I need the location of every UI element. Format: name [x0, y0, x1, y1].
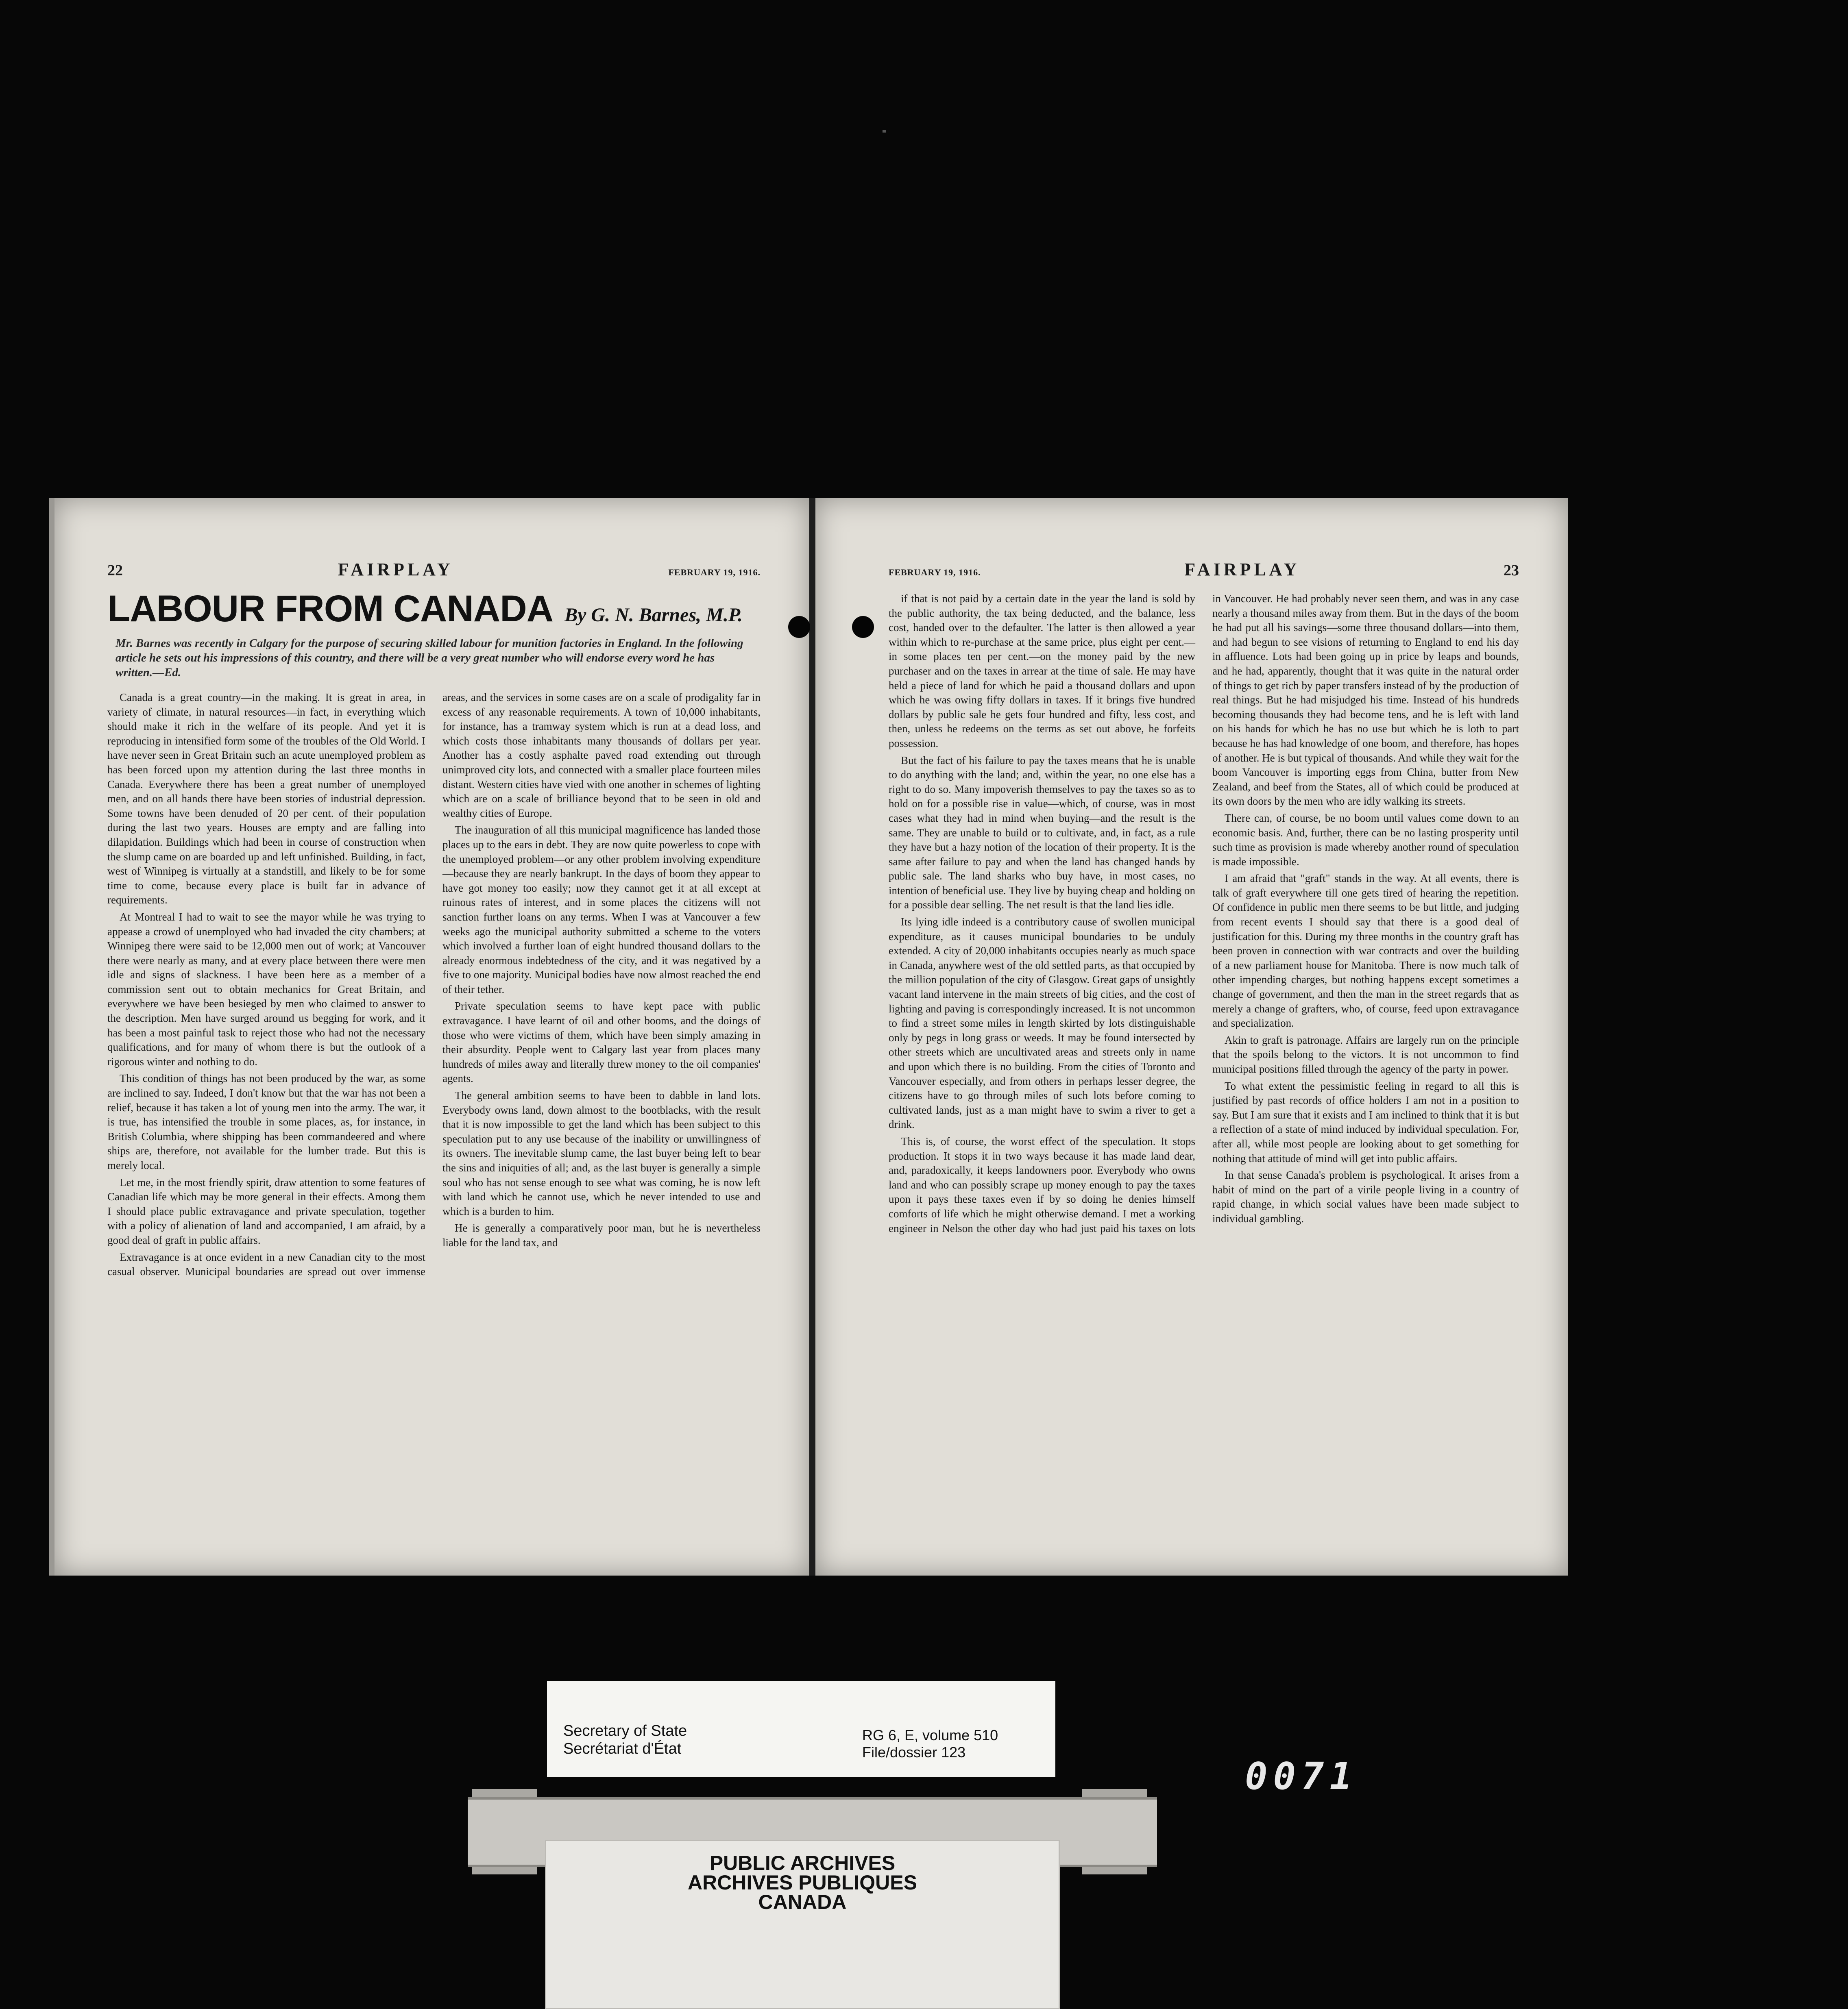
paragraph: But the fact of his failure to pay the taxes means that he is unable to do anything with the land; and, within the year, no one else has a right to do so. Many impoverish themselves to pay the taxes so as to hold on for a possible rise in value—which, of course, was in most cases what they had in mind when buying—and the result is the same. They are unable to build or to cultivate, and, in fact, as a rule they have but a hazy notion of the location of their property. It is the same after failure to pay and when the land has changed hands by public sale. The land sharks who buy have, in most cases, no intention of beneficial use. They live by buying cheap and holding on for a possible dear selling. The net result is that the land lies idle.: [889, 754, 1195, 911]
right-page: [815, 498, 1568, 1576]
paragraph: Akin to graft is patronage. Affairs are largely run on the principle that the spoils belong to the victors. It is not uncommon to find municipal positions filled through the agency of the party in power.: [1212, 1034, 1519, 1075]
right-body-columns: [889, 592, 1519, 1236]
punch-hole: [788, 616, 810, 638]
paragraph: Its lying idle indeed is a contributory cause of swollen municipal expenditure, as it causes municipal boundaries to be unduly extended. A city of 20,000 inhabitants occupies nearly as much space in Canada, anywhere west of the old settled parts, as that occupied by the million population of the city of Glasgow. Great gaps of unsightly vacant land intervene in the main streets of big cities, and the cost of lighting and paving is correspondingly increased. It is not uncommon to find a street some miles in length skirted by lots distinguishable only by pegs in long grass or weeds. It may be found intersected by other streets which are uncultivated areas and streets only in name and upon which there is no building. From the cities of Toronto and Vancouver especially, and from others in perhaps lesser degree, the citizens have to go through miles of such lots before coming to cultivated lands, just as a man might have to swim a river to get a drink.: [889, 916, 1195, 1131]
paragraph: I am afraid that "graft" stands in the way. At all events, there is talk of graft everywhere till one gets tired of hearing the repetition. Of confidence in public men there seems to be but little, and judging from recent events I should say that there is a good deal of justification for this. During my three months in the country graft has been proven in connection with war contracts and over the building of a new parliament house for Manitoba. There is now much talk of other impending charges, but nothing happens except sometimes a change of government, and then the man in the street regards that as merely a change of grafters, who, of course, feed upon extravagance and specialization.: [1212, 872, 1519, 1030]
paragraph: There can, of course, be no boom until values come down to an economic basis. And, further, there can be no lasting prosperity until such time as provision is made whereby another round of speculation is made impossible.: [1212, 812, 1519, 868]
magazine-spread: [49, 498, 1568, 1576]
editor-note: Mr. Barnes was recently in Calgary for the purpose of securing skilled labour for munition factories in England. In the following article he sets out his impressions of this country, and there will be a very great number who will endorse every word he has written.—Ed.: [116, 637, 743, 679]
stamp-line: CANADA: [758, 1891, 847, 1913]
department-label: [563, 1722, 687, 1758]
paragraph: Canada is a great country—in the making. It is great in area, in variety of climate, in natural resources—in fact, in everything which should make it rich in the welfare of its people. And yet it is reproducing in intensified form some of the troubles of the Old World. I have never seen in Great Britain such an acute unemployed problem as has been forced upon my attention during the last three months in Canada. Everywhere there has been a great number of unemployed men, and on all hands there have been stories of industrial depression. Some towns have been denuded of 20 per cent. of their population during the last two years. Houses are empty and are falling into dilapidation. Buildings which had been in course of construction when the slump came on are boarded up and left unfinished. Building, in fact, west of Winnipeg is virtually at a standstill, and likely to be for some time to come, because every place is built far in advance of requirements.: [107, 691, 425, 906]
right-running-head: [889, 559, 1519, 583]
frame-number: 0071: [1245, 1754, 1358, 1798]
left-issue-date: FEBRUARY 19, 1916.: [668, 567, 761, 577]
left-masthead: FAIRPLAY: [338, 559, 453, 579]
paragraph: He is generally a comparatively poor man, but he is nevertheless liable for the land tax, and: [442, 1222, 761, 1249]
paragraph: This condition of things has not been produced by the war, as some are inclined to say. Indeed, I don't know but that the war has not been a relief, because it has taken a lot of young men into the army. The war, it is true, has intensified the trouble in some places, as, for instance, in British Columbia, where shipping has been commandeered and where ships are, therefore, not available for the lumber trade. But this is merely local.: [107, 1072, 425, 1171]
paragraph: Let me, in the most friendly spirit, draw attention to some features of Canadian life which may be more general in their effects. Among them I should place public extravagance and private speculation, together with a policy of alienation of land and accompanied, I am afraid, by a good deal of graft in public affairs.: [107, 1176, 425, 1246]
title-row: [107, 588, 761, 630]
left-body-columns: [107, 690, 761, 1279]
article-headline: LABOUR FROM CANADA: [107, 588, 554, 629]
right-masthead: FAIRPLAY: [1184, 559, 1300, 579]
stamp-line: ARCHIVES PUBLIQUES: [688, 1871, 917, 1894]
left-page-number: 22: [107, 562, 123, 579]
punch-hole: [852, 616, 874, 638]
archive-label-card: [547, 1681, 1055, 1777]
paragraph: To what extent the pessimistic feeling in regard to all this is justified by past records of office holders I am not in a position to say. But I am sure that it exists and I am inclined to think that it is but a reflection of a state of mind induced by individual speculation. For, after all, while most people are looking about to get something for nothing that attitude of mind will get into public affairs.: [1212, 1080, 1519, 1164]
paragraph: Extravagance is at once evident in a new Canadian city to the most casual observer. Municipal boundaries are spread out over immense areas, and the services in some cases are on a scale of prodigality far in excess of any reasonable requirements. A town of 10,000 inhabitants, for instance, has a tramway system which is run at a dead loss, and which costs those inhabitants many thousands of dollars per year. Another has a costly asphalte paved road extending out through unimproved city lots, and connected with a smaller place fourteen miles distant. Western cities have vied with one another in schemes of lighting which are on a scale of brilliance beyond that to be seen in old and wealthy cities of Europe.: [107, 691, 761, 1278]
paragraph: In that sense Canada's problem is psychological. It arises from a habit of mind on the part of a virile people living in a country of rapid change, in which social values have been made subject to individual gambling.: [1212, 1169, 1519, 1225]
left-page: [49, 498, 809, 1576]
paragraph: Private speculation seems to have kept pace with public extravagance. I have learnt of oil and other booms, and the doings of those who were victims of them, which have been simply amazing in their absurdity. People went to Calgary last year from places many hundreds of miles away and literally threw money to the oil companies' agents.: [442, 1000, 761, 1085]
department-fr: Secrétariat d'État: [563, 1740, 682, 1757]
paragraph: The inauguration of all this municipal magnificence has landed those places up to the ears in debt. They are now quite powerless to cope with the unemployed problem—or any other problem involving expenditure—because they are nearly bankrupt. In the days of boom they appear to have got money too easily; now they cannot get it at all except at ruinous rates of interest, and in some places the citizens will not sanction further loans on any terms. When I was at Vancouver a few weeks ago the municipal authority submitted a scheme to the voters which involved a further loan of eight hundred thousand dollars to the already enormous indebtedness of the city, and it was negatived by a five to one majority. Municipal bodies have now almost reached the end of their tether.: [442, 824, 761, 995]
page-gutter: [809, 498, 815, 1576]
right-issue-date: FEBRUARY 19, 1916.: [889, 567, 981, 577]
paragraph: This is, of course, the worst effect of the speculation. It stops production. It stops it in two ways because it has made land dear, and, paradoxically, it keeps landowners poor. Everybody who owns land and who can possibly scrape up money enough to pay the taxes upon it pays these taxes even if by so doing he denies himself comforts of life which he might otherwise demand. I met a working engineer in Nelson the other day who had just paid his taxes on lots in Vancouver. He had probably never seen them, and was in any case nearly a thousand miles away from them. But in the days of the boom he had put all his savings—some three thousand dollars—into them, and had begun to see visions of returning to England to end his day in affluence. Lots had been going up in price by leaps and bounds, and he had, apparently, thought that it was quite in the natural order of things to get rich by paper transfers instead of by the production of real things. But he had misjudged his time. Instead of his hundreds becoming thousands they had become tens, and he is left with land on his hands for which he has no use but which he is loth to part because he has had knowledge of one boom, and therefore, has hopes of another. He is but typical of thousands. And while they wait for the boom Vancouver is importing eggs from China, butter from New Zealand, and beef from the States, all of which could be produced at its own doors by the men who are idly walking its streets.: [889, 592, 1519, 1234]
paragraph: The general ambition seems to have been to dabble in land lots. Everybody owns land, down almost to the bootblacks, with the result that it is now impossible to get the land which has been subject to this speculation put to any use because of the inability or unwillingness of its owners. The inevitable slump came, the last buyer being left to bear the sins and iniquities of all; and, as the last buyer is generally a simple soul who has not sense enough to see what was coming, he is now left with land which he cannot use, which he never intended to use and which is a burden to him.: [442, 1089, 761, 1217]
stamp-line: PUBLIC ARCHIVES: [709, 1852, 896, 1874]
paragraph: if that is not paid by a certain date in the year the land is sold by the public authority, the tax being deducted, and the balance, less cost, handed over to the defaulter. The latter is then allowed a year within which to re-purchase at the same price, plus eight per cent.—in some places ten per cent.—on the money paid by the new purchaser and on the taxes in arrear at the time of sale. He may have held a piece of land for which he paid a thousand dollars and upon which he was owing fifty dollars in taxes. If it brings five hundred dollars by public sale he gets four hundred and fifty, less cost, and then, unless he redeems on the terms as set out above, he forfeits possession.: [889, 592, 1195, 749]
file-dossier: File/dossier 123: [862, 1744, 966, 1761]
archive-stamp: [545, 1840, 1060, 2009]
paragraph: At Montreal I had to wait to see the mayor while he was trying to appease a crowd of unemployed who had invaded the city chambers; at Winnipeg there were said to be 12,000 men out of work; at Vancouver there were nearly as many, and at every place between there were men idle and signs of slackness. I have been here as a member of a commission sent out to obtain mechanics for Great Britain, and everywhere we have been besieged by men who claimed to answer to the description. Men have surged around us begging for work, and it has been a most painful task to reject those who had not the necessary qualifications, and for many of whom there is but the outlook of a rigorous winter and nothing to do.: [107, 910, 425, 1068]
article-byline: By G. N. Barnes, M.P.: [564, 604, 743, 626]
right-page-number: 23: [1503, 562, 1519, 579]
department-en: Secretary of State: [563, 1722, 687, 1739]
film-speck: [883, 130, 886, 133]
left-running-head: [107, 559, 761, 583]
record-group: RG 6, E, volume 510: [862, 1727, 998, 1743]
reference-label: [862, 1727, 998, 1761]
